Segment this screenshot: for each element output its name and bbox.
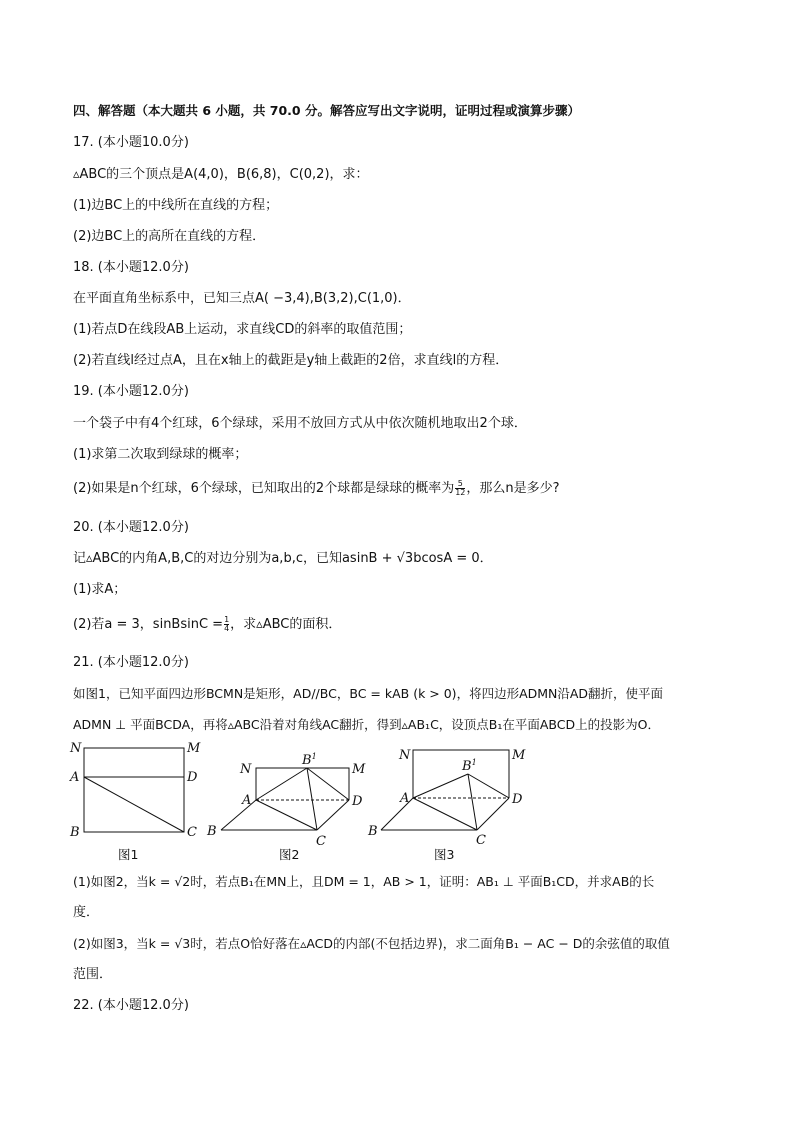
fig2-label-B: B: [207, 824, 217, 839]
fig1-caption: 图1: [118, 847, 139, 862]
fig3-label-B: B: [368, 824, 378, 839]
fig3-line-B1C: [468, 774, 477, 830]
q20-fraction: [224, 616, 229, 633]
fig2-label-A: A: [242, 793, 252, 808]
q20-part2-text-b: ，求▵ABC的面积．: [230, 617, 342, 632]
q20-part1: (1)求A；: [73, 582, 127, 597]
fig1-label-N: N: [70, 741, 82, 756]
q17-part2: (2)边BC上的高所在直线的方程．: [73, 229, 266, 244]
fig3-label-B1: $B^1$: [462, 758, 477, 774]
fig3-line-CD: [477, 798, 509, 830]
q19-part1: (1)求第二次取到绿球的概率；: [73, 447, 248, 462]
fig3-label-A: A: [400, 791, 410, 806]
figure-3: [366, 740, 536, 864]
fig3-fold-ADMN: [413, 750, 509, 798]
fig2-label-B1: $B^1$: [302, 752, 317, 768]
q21-part2-line1: (2)如图3，当k = √3时，若点O恰好落在▵ACD的内部(不包括边界)，求二面角B₁ − AC − D的余弦值的取值: [73, 936, 670, 951]
fig3-line-B1A: [413, 774, 468, 798]
fig3-label-N: N: [399, 748, 411, 763]
q17-heading: 17. (本小题10.0分): [73, 135, 189, 150]
fig2-caption: 图2: [279, 847, 300, 862]
fig1-label-C: C: [187, 825, 197, 840]
fig3-label-D: D: [512, 792, 523, 807]
figure-2: [204, 748, 374, 864]
fig2-label-N: N: [240, 762, 252, 777]
q20-stem: 记▵ABC的内角A,B,C的对边分别为a,b,c，已知asinB + √3bcosA = 0．: [73, 551, 493, 566]
fig1-line-AC: [84, 777, 184, 832]
q20-fraction-numerator: 1: [224, 615, 230, 624]
fig1-label-D: D: [187, 770, 198, 785]
fig3-label-M: M: [512, 748, 526, 763]
q21-stem-line1: 如图1，已知平面四边形BCMN是矩形，AD//BC，BC = kAB (k > 0)，将四边形ADMN沿AD翻折，使平面: [73, 686, 664, 701]
q19-stem: 一个袋子中有4个红球，6个绿球，采用不放回方式从中依次随机地取出2个球．: [73, 416, 527, 431]
fig1-label-A: A: [70, 770, 80, 785]
fig2-line-AC: [256, 800, 317, 830]
fig1-label-M: M: [187, 741, 201, 756]
section-header: 四、解答题（本大题共 6 小题，共 70.0 分。解答应写出文字说明，证明过程或演算步骤）: [73, 103, 580, 118]
q21-part1-line2: 度．: [73, 905, 100, 920]
q20-fraction-denominator: 4: [224, 624, 230, 633]
q19-fraction-numerator: 5: [457, 479, 463, 488]
q18-heading: 18. (本小题12.0分): [73, 260, 189, 275]
fig2-line-B1A: [256, 768, 307, 800]
fig2-fold-ADMN: [256, 768, 349, 800]
q18-stem: 在平面直角坐标系中，已知三点A( −3,4),B(3,2),C(1,0)．: [73, 291, 411, 306]
q17-part1: (1)边BC上的中线所在直线的方程；: [73, 198, 279, 213]
q21-part1-line1: (1)如图2，当k = √2时，若点B₁在MN上，且DM = 1，AB > 1，证明：AB₁ ⊥ 平面B₁CD，并求AB的长: [73, 874, 655, 889]
fig3-line-AC: [413, 798, 477, 830]
q19-part2-text-b: ，那么n是多少?: [466, 481, 560, 496]
q19-heading: 19. (本小题12.0分): [73, 384, 189, 399]
q17-stem: ▵ABC的三个顶点是A(4,0)，B(6,8)，C(0,2)，求：: [73, 167, 369, 182]
q19-part2: [73, 480, 560, 498]
fig2-line-B1D: [307, 768, 349, 800]
fig2-label-M: M: [352, 762, 366, 777]
q21-part2-line2: 范围．: [73, 967, 113, 982]
fig1-label-B: B: [70, 825, 80, 840]
q20-part2: [73, 616, 341, 634]
fig2-line-B1C: [307, 768, 317, 830]
fig1-rectangle: [84, 748, 184, 832]
figure-1: [66, 740, 206, 864]
q21-heading: 21. (本小题12.0分): [73, 655, 189, 670]
fig2-label-D: D: [352, 794, 363, 809]
q18-part2: (2)若直线l经过点A，且在x轴上的截距是y轴上截距的2倍，求直线l的方程．: [73, 353, 509, 368]
fig3-line-B1D: [468, 774, 509, 798]
fig3-label-C: C: [476, 833, 486, 848]
q20-part2-text-a: (2)若a = 3，sinBsinC =: [73, 617, 224, 632]
q22-heading: 22. (本小题12.0分): [73, 998, 189, 1013]
fig2-line-CD: [317, 800, 349, 830]
q19-fraction: [455, 480, 465, 497]
q19-part2-text-a: (2)如果是n个红球，6个绿球，已知取出的2个球都是绿球的概率为: [73, 481, 455, 496]
fig3-caption: 图3: [434, 847, 455, 862]
q18-part1: (1)若点D在线段AB上运动，求直线CD的斜率的取值范围；: [73, 322, 412, 337]
q19-fraction-denominator: 12: [455, 488, 466, 497]
q20-heading: 20. (本小题12.0分): [73, 520, 189, 535]
q21-stem-line2: ADMN ⊥ 平面BCDA，再将▵ABC沿着对角线AC翻折，得到▵AB₁C，设顶点B₁在平面ABCD上的投影为O．: [73, 717, 660, 732]
fig2-label-C: C: [316, 834, 326, 849]
